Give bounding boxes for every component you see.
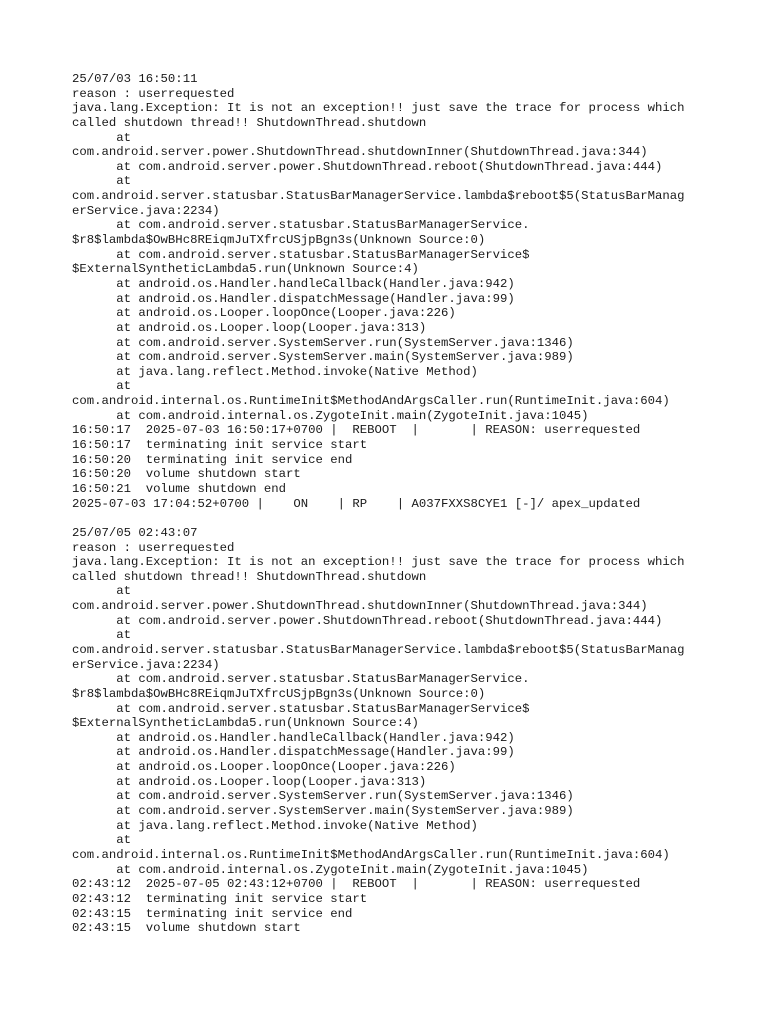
log-line: java.lang.Exception: It is not an exception!! just save the trace for process which — [72, 555, 685, 570]
log-line: at — [72, 628, 132, 643]
log-line: 2025-07-03 17:04:52+0700 | ON | RP | A037FXXS8CYE1 [-]/ apex_updated — [72, 496, 641, 511]
log-line: at android.os.Looper.loop(Looper.java:313) — [72, 320, 427, 335]
log-line: reason : userrequested — [72, 86, 235, 101]
log-line: called shutdown thread!! ShutdownThread.shutdown — [72, 569, 427, 584]
log-line: at com.android.server.statusbar.StatusBarManagerService$ — [72, 701, 530, 716]
log-line: at com.android.server.statusbar.StatusBarManagerService. — [72, 672, 530, 687]
log-line: at com.android.server.power.ShutdownThread.reboot(ShutdownThread.java:444) — [72, 159, 663, 174]
log-line: at com.android.server.SystemServer.run(SystemServer.java:1346) — [72, 789, 574, 804]
log-line: com.android.internal.os.RuntimeInit$MethodAndArgsCaller.run(RuntimeInit.java:604) — [72, 847, 670, 862]
log-line: at com.android.server.SystemServer.main(SystemServer.java:989) — [72, 350, 574, 365]
log-line: com.android.server.statusbar.StatusBarManagerService.lambda$reboot$5(StatusBarManag — [72, 642, 685, 657]
log-line: $r8$lambda$OwBHc8REiqmJuTXfrcUSjpBgn3s(Unknown Source:0) — [72, 233, 486, 248]
log-line: $r8$lambda$OwBHc8REiqmJuTXfrcUSjpBgn3s(Unknown Source:0) — [72, 686, 486, 701]
log-line: at com.android.internal.os.ZygoteInit.main(ZygoteInit.java:1045) — [72, 862, 589, 877]
log-line: 02:43:15 terminating init service end — [72, 906, 353, 921]
log-line: at — [72, 174, 132, 189]
log-line: erService.java:2234) — [72, 203, 220, 218]
log-document — [72, 72, 712, 936]
log-line: at android.os.Handler.dispatchMessage(Handler.java:99) — [72, 291, 515, 306]
log-line: $ExternalSyntheticLambda5.run(Unknown Source:4) — [72, 262, 419, 277]
log-line: at — [72, 130, 132, 145]
log-line: 16:50:21 volume shutdown end — [72, 481, 287, 496]
log-line: 16:50:20 volume shutdown start — [72, 467, 301, 482]
log-line: at android.os.Handler.dispatchMessage(Handler.java:99) — [72, 745, 515, 760]
log-line: at android.os.Handler.handleCallback(Handler.java:942) — [72, 276, 515, 291]
log-line: at com.android.internal.os.ZygoteInit.main(ZygoteInit.java:1045) — [72, 408, 589, 423]
log-line: 02:43:12 2025-07-05 02:43:12+0700 | REBOOT | | REASON: userrequested — [72, 877, 641, 892]
log-line: 25/07/05 02:43:07 — [72, 525, 198, 540]
log-line: 16:50:17 2025-07-03 16:50:17+0700 | REBOOT | | REASON: userrequested — [72, 423, 641, 438]
log-line: java.lang.Exception: It is not an exception!! just save the trace for process which — [72, 101, 685, 116]
log-line: at — [72, 584, 132, 599]
log-line: at java.lang.reflect.Method.invoke(Native Method) — [72, 364, 478, 379]
log-line: 16:50:20 terminating init service end — [72, 452, 353, 467]
log-line: at android.os.Looper.loopOnce(Looper.java:226) — [72, 760, 456, 775]
log-line: 25/07/03 16:50:11 — [72, 72, 198, 86]
log-line: at android.os.Looper.loopOnce(Looper.java:226) — [72, 306, 456, 321]
log-line: reason : userrequested — [72, 540, 235, 555]
log-line: called shutdown thread!! ShutdownThread.shutdown — [72, 115, 427, 130]
log-line: at — [72, 379, 132, 394]
log-line: 02:43:15 volume shutdown start — [72, 921, 301, 936]
log-line: at com.android.server.statusbar.StatusBarManagerService$ — [72, 247, 530, 262]
log-line: 16:50:17 terminating init service start — [72, 438, 368, 453]
log-line: com.android.server.power.ShutdownThread.shutdownInner(ShutdownThread.java:344) — [72, 599, 648, 614]
log-line: 02:43:12 terminating init service start — [72, 891, 368, 906]
log-line — [72, 511, 712, 526]
log-line: com.android.internal.os.RuntimeInit$MethodAndArgsCaller.run(RuntimeInit.java:604) — [72, 394, 670, 409]
log-line: at com.android.server.power.ShutdownThread.reboot(ShutdownThread.java:444) — [72, 613, 663, 628]
log-line: com.android.server.power.ShutdownThread.shutdownInner(ShutdownThread.java:344) — [72, 145, 648, 160]
log-line: at java.lang.reflect.Method.invoke(Native Method) — [72, 818, 478, 833]
log-line: at com.android.server.SystemServer.run(SystemServer.java:1346) — [72, 335, 574, 350]
log-line: at com.android.server.statusbar.StatusBarManagerService. — [72, 218, 530, 233]
log-line: at com.android.server.SystemServer.main(SystemServer.java:989) — [72, 804, 574, 819]
log-line: $ExternalSyntheticLambda5.run(Unknown Source:4) — [72, 716, 419, 731]
log-line: erService.java:2234) — [72, 657, 220, 672]
log-line: com.android.server.statusbar.StatusBarManagerService.lambda$reboot$5(StatusBarManag — [72, 189, 685, 204]
log-line: at — [72, 833, 132, 848]
log-line: at android.os.Looper.loop(Looper.java:313) — [72, 774, 427, 789]
log-line: at android.os.Handler.handleCallback(Handler.java:942) — [72, 730, 515, 745]
